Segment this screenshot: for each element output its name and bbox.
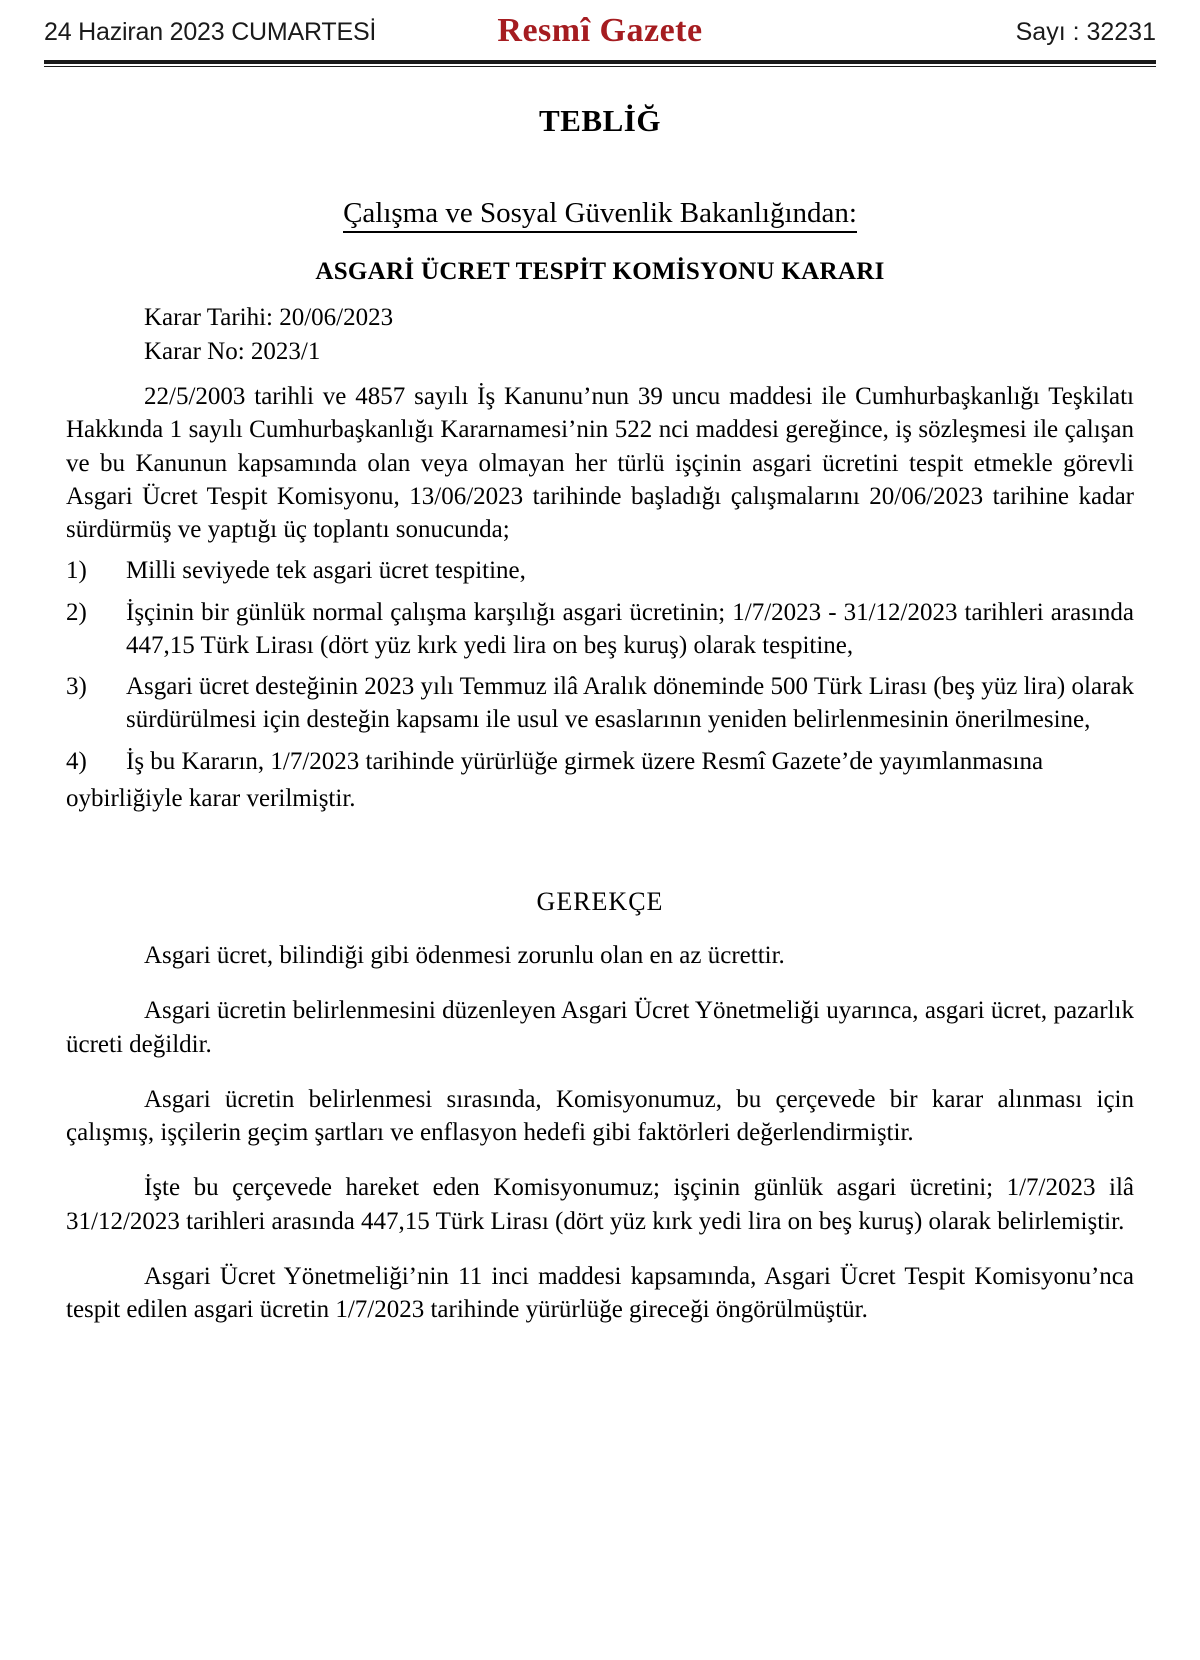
rationale-paragraph: Asgari Ücret Yönetmeliği’nin 11 inci maddesi kapsamında, Asgari Ücret Tespit Komisyonu’nca tespit edilen asgari ücretin 1/7/2023 tarihinde yürürlüğe gireceği öngörülmüştür.	[66, 1262, 1134, 1323]
document-type-heading: TEBLİĞ	[539, 103, 661, 138]
closing-statement: oybirliğiyle karar verilmiştir.	[66, 784, 356, 812]
list-item	[66, 745, 1134, 778]
rationale-paragraph: İşte bu çerçevede hareket eden Komisyonumuz; işçinin günlük asgari ücretini; 1/7/2023 ilâ 31/12/2023 tarihleri arasında 447,15 Türk Lirası (dört yüz kırk yedi lira on beş kuruş) olarak belirlemiştir.	[66, 1174, 1134, 1235]
list-item-marker: 4)	[66, 747, 87, 775]
rationale-paragraph: Asgari ücretin belirlenmesini düzenleyen Asgari Ücret Yönetmeliği uyarınca, asgari ücret, pazarlık ücreti değildir.	[66, 997, 1134, 1058]
list-item-marker: 1)	[66, 557, 87, 585]
masthead-date: 24 Haziran 2023 CUMARTESİ	[44, 18, 377, 46]
list-item-text: İşçinin bir günlük normal çalışma karşılığı asgari ücretinin; 1/7/2023 - 31/12/2023 tarihleri arasında 447,15 Türk Lirası (dört yüz kırk yedi lira on beş kuruş) olarak tespitine,	[126, 598, 1134, 659]
list-item-marker: 2)	[66, 598, 87, 626]
document-content	[0, 103, 1200, 1326]
rationale-heading: GEREKÇE	[536, 887, 664, 916]
issuing-ministry-text: Çalışma ve Sosyal Güvenlik Bakanlığından:	[343, 197, 857, 233]
decision-list	[66, 554, 1134, 778]
list-item-text: Asgari ücret desteğinin 2023 yılı Temmuz ilâ Aralık döneminde 500 Türk Lirası (beş yüz lira) olarak sürdürülmesi için desteğin kapsamı ile usul ve esaslarının yeniden belirlenmesinin önerilmesine,	[126, 673, 1134, 734]
list-item	[66, 554, 1134, 587]
masthead-issue-number: Sayı : 32231	[1015, 18, 1156, 46]
list-item-marker: 3)	[66, 673, 87, 700]
list-item	[66, 670, 1134, 737]
list-item	[66, 596, 1134, 663]
masthead-rule-thin	[44, 66, 1156, 67]
masthead	[0, 0, 1200, 52]
rationale-body	[66, 939, 1134, 1326]
rationale-paragraph: Asgari ücret, bilindiği gibi ödenmesi zorunlu olan en az ücrettir.	[144, 942, 785, 969]
issuing-ministry	[66, 197, 1134, 230]
masthead-title: Resmî Gazete	[497, 12, 703, 49]
decision-title: ASGARİ ÜCRET TESPİT KOMİSYONU KARARI	[315, 258, 885, 285]
list-item-text: İş bu Kararın, 1/7/2023 tarihinde yürürlüğe girmek üzere Resmî Gazete’de yayımlanmasına	[126, 747, 1044, 775]
decision-date: Karar Tarihi: 20/06/2023	[144, 304, 394, 331]
rationale-paragraph: Asgari ücretin belirlenmesi sırasında, Komisyonumuz, bu çerçevede bir karar alınması için çalışmış, işçilerin geçim şartları ve enflasyon hedefi gibi faktörleri değerlendirmiştir.	[66, 1085, 1134, 1146]
masthead-rule-thick	[44, 60, 1156, 64]
preamble-paragraph: 22/5/2003 tarihli ve 4857 sayılı İş Kanunu’nun 39 uncu maddesi ile Cumhurbaşkanlığı Teşkilatı Hakkında 1 sayılı Cumhurbaşkanlığı Kararnamesi’nin 522 nci maddesi gereğince, iş sözleşmesi ile çalışan ve bu Kanunun kapsamında olan veya olmayan her türlü işçinin asgari ücretini tespit etmekle görevli Asgari Ücret Tespit Komisyonu, 13/06/2023 tarihinde başladığı çalışmalarını 20/06/2023 tarihine kadar sürdürmüş ve yaptığı üç toplantı sonucunda;	[66, 383, 1134, 543]
list-item-text: Milli seviyede tek asgari ücret tespitine,	[126, 557, 526, 585]
decision-number: Karar No: 2023/1	[144, 338, 321, 365]
